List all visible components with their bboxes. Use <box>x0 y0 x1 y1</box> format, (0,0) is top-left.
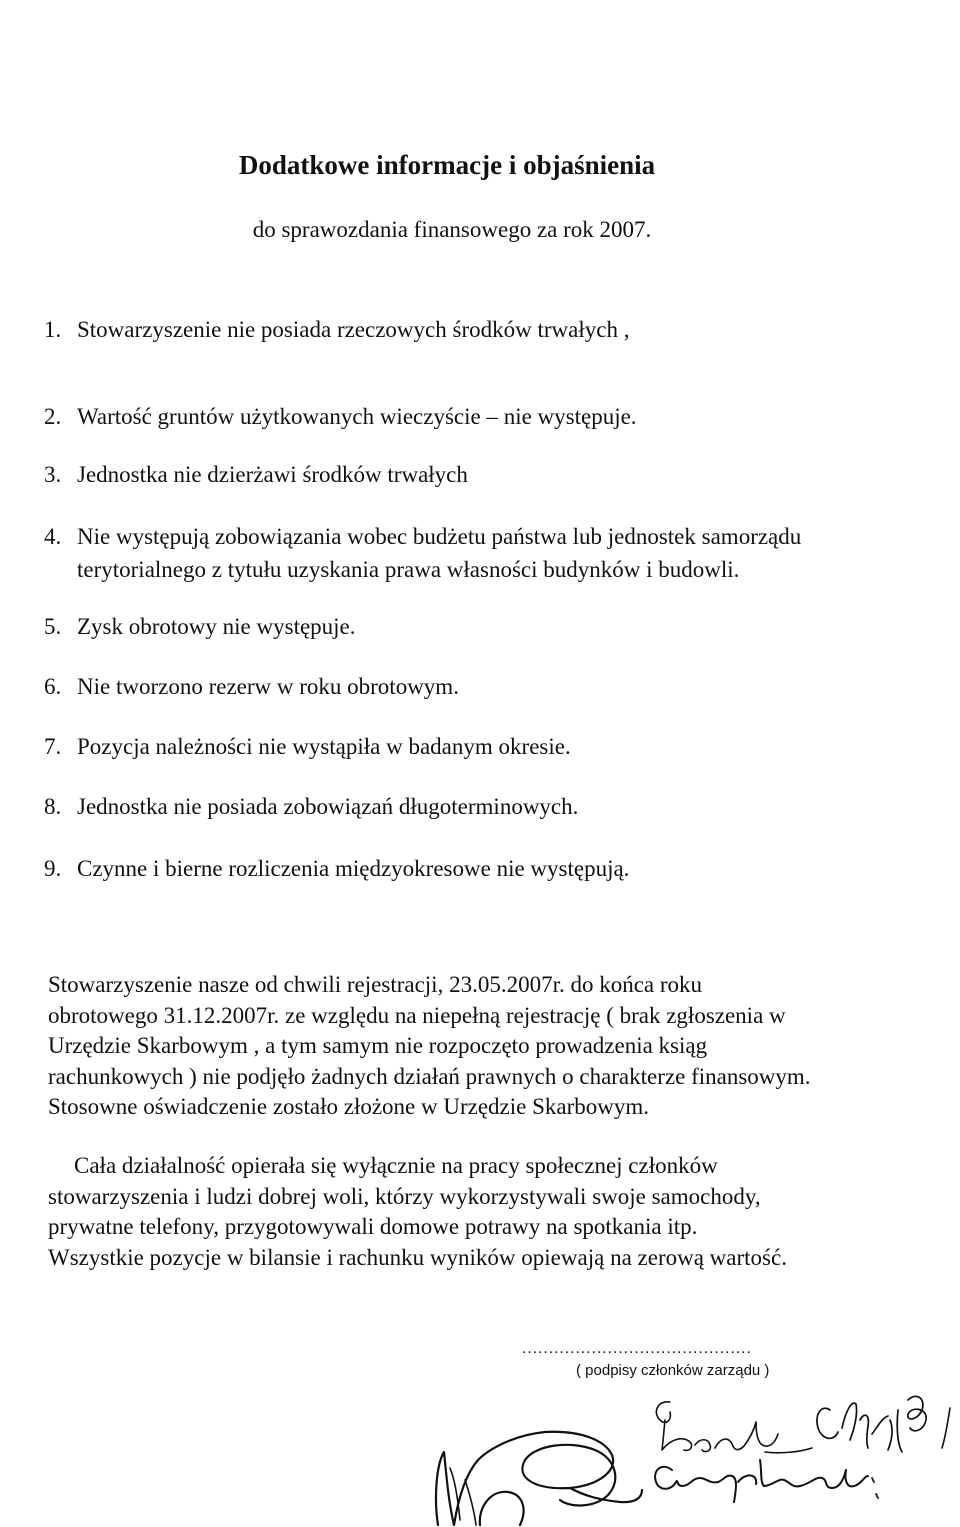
item-text: Jednostka nie posiada zobowiązań długoterminowych. <box>77 794 579 819</box>
item-number: 9. <box>44 856 62 881</box>
paragraph-activity <box>48 1151 928 1273</box>
list-item <box>44 458 468 491</box>
signature-caption: ( podpisy członków zarządu ) <box>576 1362 770 1379</box>
list-item <box>44 520 801 586</box>
item-text: Nie występują zobowiązania wobec budżetu państwa lub jednostek samorządu <box>77 524 802 549</box>
signature-4 <box>655 1460 868 1502</box>
list-item <box>44 313 629 346</box>
item-number: 1. <box>44 317 62 342</box>
document-title: Dodatkowe informacje i objaśnienia <box>238 150 656 180</box>
list-item <box>44 400 637 433</box>
list-item <box>44 730 571 763</box>
item-number: 5. <box>44 614 62 639</box>
item-number: 4. <box>44 524 62 549</box>
document-subtitle: do sprawozdania finansowego za rok 2007. <box>252 217 652 242</box>
item-text: Wartość gruntów użytkowanych wieczyście – nie występuje. <box>77 404 637 429</box>
signature-line: ........................................... <box>522 1340 752 1357</box>
item-number: 6. <box>44 674 62 699</box>
paragraph-line: Wszystkie pozycje w bilansie i rachunku wyników opiewają na zerową wartość. <box>48 1244 787 1270</box>
list-item <box>44 670 459 703</box>
signature-2 <box>656 1402 812 1453</box>
item-number: 2. <box>44 404 62 429</box>
paragraph-registration <box>48 970 928 1123</box>
item-text: terytorialnego z tytułu uzyskania prawa własności budynków i budowli. <box>77 557 740 582</box>
paragraph-line: Urzędzie Skarbowym , a tym samym nie rozpoczęto prowadzenia ksiąg <box>48 1033 708 1059</box>
paragraph-line: rachunkowych ) nie podjęło żadnych działań prawnych o charakterze finansowym. <box>48 1063 811 1089</box>
signature-3 <box>817 1396 926 1452</box>
list-item <box>44 610 356 643</box>
paragraph-line: stowarzyszenia i ludzi dobrej woli, którzy wykorzystywali swoje samochody, <box>48 1183 761 1209</box>
item-number: 3. <box>44 462 62 487</box>
paragraph-line: Stosowne oświadczenie zostało złożone w Urzędzie Skarbowym. <box>48 1094 650 1120</box>
signature-1 <box>436 1432 642 1525</box>
item-number: 7. <box>44 734 62 759</box>
list-item <box>44 852 629 885</box>
item-text: Stowarzyszenie nie posiada rzeczowych środków trwałych , <box>77 317 630 342</box>
paragraph-line: prywatne telefony, przygotowywali domowe potrawy na spotkania itp. <box>48 1214 698 1240</box>
paragraph-line: Stowarzyszenie nasze od chwili rejestracji, 23.05.2007r. do końca roku <box>48 972 703 997</box>
item-text: Pozycja należności nie wystąpiła w badanym okresie. <box>77 734 571 759</box>
item-text: Zysk obrotowy nie występuje. <box>77 614 356 639</box>
handwritten-signatures <box>420 1390 960 1527</box>
item-text: Czynne i bierne rozliczenia międzyokresowe nie występują. <box>77 856 630 881</box>
list-item <box>44 790 578 823</box>
paragraph-line: Cała działalność opierała się wyłącznie na pracy społecznej członków <box>74 1153 718 1178</box>
item-text: Jednostka nie dzierżawi środków trwałych <box>77 462 468 487</box>
item-text: Nie tworzono rezerw w roku obrotowym. <box>77 674 459 699</box>
item-number: 8. <box>44 794 62 819</box>
paragraph-line: obrotowego 31.12.2007r. ze względu na niepełną rejestrację ( brak zgłoszenia w <box>48 1002 786 1028</box>
